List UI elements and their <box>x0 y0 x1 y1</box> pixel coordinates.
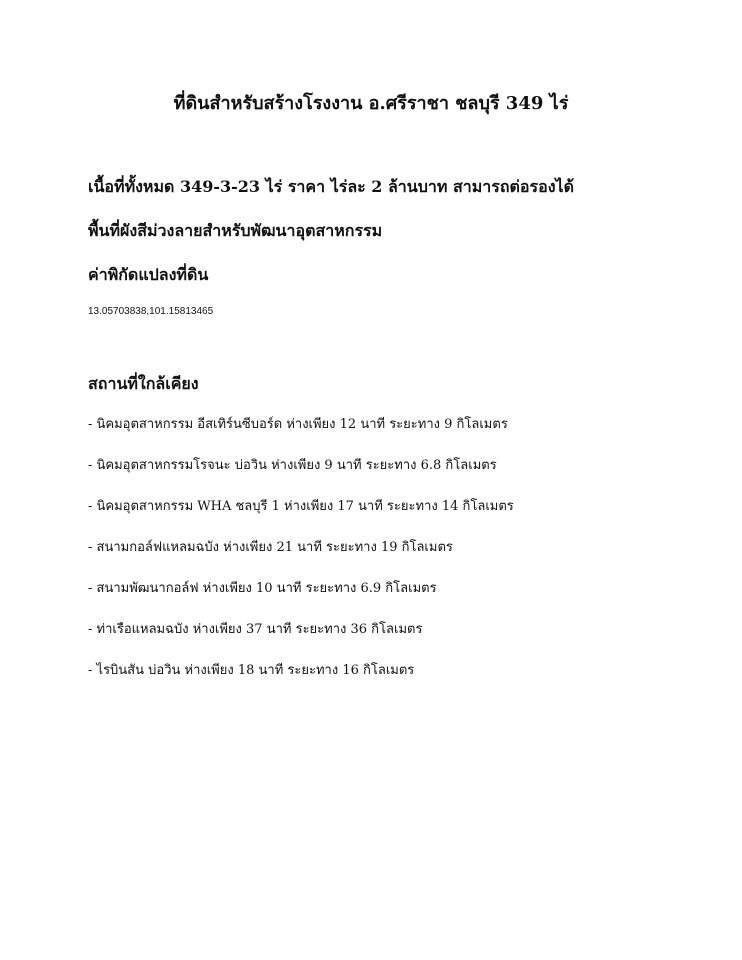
nearby-places-heading: สถานที่ใกล้เคียง <box>88 374 199 393</box>
coordinates-value: 13.05703838,101.15813465 <box>88 306 214 317</box>
list-item: - ไรบินสัน บ่อวิน ห่างเพียง 18 นาที ระยะทาง 16 กิโลเมตร <box>88 663 415 678</box>
list-item: - นิคมอุตสาหกรรมโรจนะ บ่อวิน ห่างเพียง 9 นาที ระยะทาง 6.8 กิโลเมตร <box>88 458 497 473</box>
list-item: - นิคมอุตสาหกรรม อีสเทิร์นซีบอร์ด ห่างเพียง 12 นาที ระยะทาง 9 กิโลเมตร <box>88 417 508 432</box>
list-item: - สนามพัฒนากอล์ฟ ห่างเพียง 10 นาที ระยะทาง 6.9 กิโลเมตร <box>88 581 437 596</box>
coordinates-heading: ค่าพิกัดแปลงที่ดิน <box>88 265 209 284</box>
list-item: - นิคมอุตสาหกรรม WHA ชลบุรี 1 ห่างเพียง 17 นาที ระยะทาง 14 กิโลเมตร <box>88 499 514 514</box>
list-item: - สนามกอล์ฟแหลมฉบัง ห่างเพียง 21 นาที ระยะทาง 19 กิโลเมตร <box>88 540 453 555</box>
area-price-heading: เนื้อที่ทั้งหมด 349-3-23 ไร่ ราคา ไร่ละ 2 ล้านบาท สามารถต่อรองได้ <box>88 177 574 196</box>
nearby-places-list <box>88 416 514 703</box>
page-title: ที่ดินสำหรับสร้างโรงงาน อ.ศรีราชา ชลบุรี 349 ไร่ <box>173 93 569 114</box>
zoning-heading: พื้นที่ผังสีม่วงลายสำหรับพัฒนาอุตสาหกรรม <box>88 221 383 240</box>
list-item: - ท่าเรือแหลมฉบัง ห่างเพียง 37 นาที ระยะทาง 36 กิโลเมตร <box>88 622 423 637</box>
